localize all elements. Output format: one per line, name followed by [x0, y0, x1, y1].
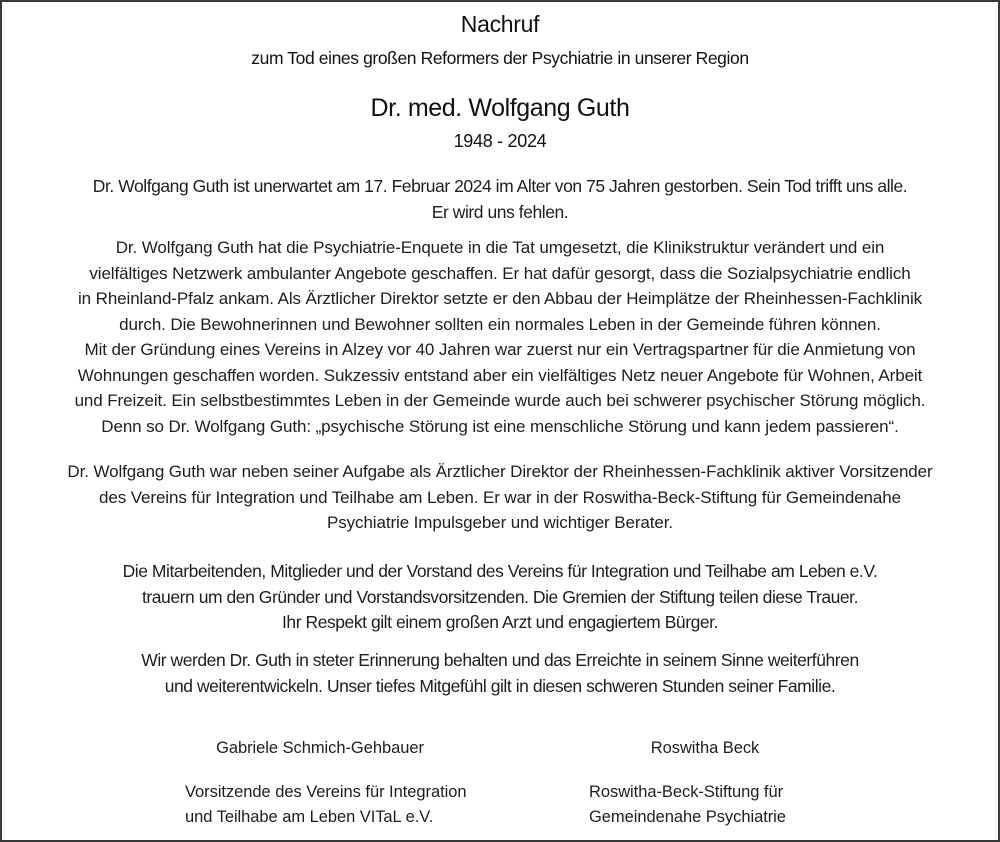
text-line: durch. Die Bewohnerinnen und Bewohner sollten ein normales Leben in der Gemeinde führen können.	[119, 314, 881, 334]
paragraph-remembrance	[2, 648, 998, 699]
role-line: Roswitha-Beck-Stiftung für	[589, 783, 784, 801]
signatory-name: Gabriele Schmich-Gehbauer	[216, 739, 424, 757]
text-line: Ihr Respekt gilt einem großen Arzt und engagiertem Bürger.	[282, 612, 718, 632]
text-line: Er wird uns fehlen.	[431, 201, 569, 222]
text-line: Wir werden Dr. Guth in steter Erinnerung behalten und das Erreichte in seinem Sinne weiterführen	[141, 650, 859, 670]
signatory-role	[589, 780, 829, 829]
text-line: in Rheinland-Pfalz ankam. Als Ärztlicher Direktor setzte er den Abbau der Heimplätze der Rheinhessen-Fachklinik	[77, 289, 923, 308]
paragraph-roles	[2, 459, 998, 536]
text-line: Dr. Wolfgang Guth ist unerwartet am 17. Februar 2024 im Alter von 75 Jahren gestorben. Sein Tod trifft uns alle.	[92, 176, 908, 196]
text-line: vielfältiges Netzwerk ambulanter Angebote geschaffen. Er hat dafür gesorgt, dass die Sozialpsychiatrie endlich	[89, 263, 911, 283]
deceased-name: Dr. med. Wolfgang Guth	[370, 94, 630, 122]
text-line: Dr. Wolfgang Guth hat die Psychiatrie-Enquete in die Tat umgesetzt, die Klinikstruktur verändert und ein	[115, 238, 885, 257]
signatory-name: Roswitha Beck	[650, 739, 760, 757]
signature-left	[185, 736, 525, 829]
text-line: und weiterentwickeln. Unser tiefes Mitgefühl gilt in diesen schweren Stunden seiner Familie.	[164, 675, 836, 696]
notice-title: Nachruf	[460, 11, 540, 37]
role-line: und Teilhabe am Leben VITaL e.V.	[185, 807, 434, 826]
text-line: Mit der Gründung eines Vereins in Alzey vor 40 Jahren war zuerst nur ein Vertragspartner für die Anmietung von	[84, 340, 916, 359]
text-line: Dr. Wolfgang Guth war neben seiner Aufgabe als Ärztlicher Direktor der Rheinhessen-Fachklinik aktiver Vorsitzender	[67, 462, 933, 481]
notice-subtitle: zum Tod eines großen Reformers der Psychiatrie in unserer Region	[251, 48, 749, 68]
paragraph-achievements	[2, 235, 998, 439]
role-line: Vorsitzende des Vereins für Integration	[185, 783, 467, 801]
text-line: Wohnungen geschaffen worden. Sukzessiv entstand aber ein vielfältiges Netz neuer Angebote für Wohnen, Arbeit	[77, 365, 923, 385]
role-line: Gemeindenahe Psychiatrie	[589, 807, 786, 826]
life-years: 1948 - 2024	[453, 131, 547, 151]
paragraph-mourning	[2, 559, 998, 636]
signatory-role	[185, 780, 525, 829]
text-line: trauern um den Gründer und Vorstandsvorsitzenden. Die Gremien der Stiftung teilen diese Trauer.	[141, 586, 858, 607]
text-line: Denn so Dr. Wolfgang Guth: „psychische Störung ist eine menschliche Störung und kann jedem passieren“.	[101, 416, 899, 436]
signature-right	[589, 736, 829, 829]
text-line: und Freizeit. Ein selbstbestimmtes Leben in der Gemeinde wurde auch bei schwerer psychischer Störung möglich.	[74, 391, 926, 410]
text-line: Psychiatrie Impulsgeber und wichtiger Berater.	[327, 513, 673, 532]
text-line: Die Mitarbeitenden, Mitglieder und der Vorstand des Vereins für Integration und Teilhabe am Leben e.V.	[122, 561, 878, 581]
paragraph-death-announcement	[2, 174, 998, 225]
text-line: des Vereins für Integration und Teilhabe am Leben. Er war in der Roswitha-Beck-Stiftung für Gemeindenahe	[99, 487, 901, 507]
